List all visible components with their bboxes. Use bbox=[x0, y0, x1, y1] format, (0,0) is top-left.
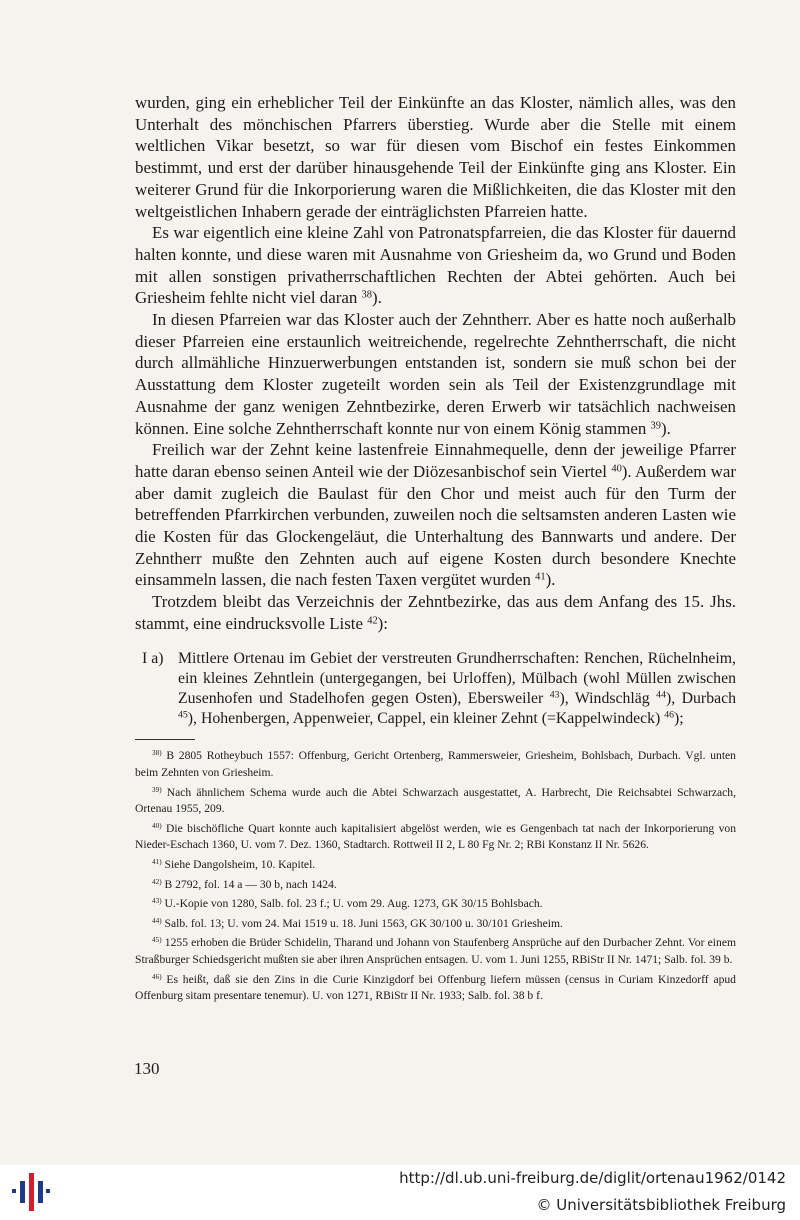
paragraph bbox=[135, 591, 736, 634]
footnote-divider bbox=[135, 739, 195, 740]
footnote-number: 42) bbox=[152, 877, 162, 886]
main-text bbox=[135, 92, 736, 1008]
footnote-text: Es heißt, daß sie den Zins in die Curie Kinzigdorf bei Offenburg liefern müssen (census in Curiam Kinzedorff apud Offenburg sitam presentare tenemur). U. von 1271, RBiStr II Nr. 1933; Salb. fol. 38 b f. bbox=[135, 972, 736, 1003]
footnote bbox=[135, 896, 736, 913]
paragraph-text: ). bbox=[372, 288, 382, 308]
footnote-ref: 41 bbox=[535, 571, 546, 583]
footnote-text: U.-Kopie von 1280, Salb. fol. 23 f.; U. vom 29. Aug. 1273, GK 30/15 Bohlsbach. bbox=[164, 897, 543, 911]
paragraph bbox=[135, 309, 736, 439]
list-text: ); bbox=[674, 710, 684, 728]
footnote-text: Siehe Dangolsheim, 10. Kapitel. bbox=[164, 857, 316, 871]
footnote-ref: 38 bbox=[361, 289, 373, 301]
footnote bbox=[135, 972, 736, 1005]
list-text: ), Hohenbergen, Appenweier, Cappel, ein kleiner Zehnt (=Kappelwindeck) bbox=[187, 710, 661, 728]
ub-freiburg-logo-icon[interactable] bbox=[10, 1171, 52, 1213]
footnote bbox=[135, 785, 736, 818]
paragraph-text: ): bbox=[377, 613, 388, 633]
footnote-number: 41) bbox=[152, 858, 162, 866]
footnote-text: B 2792, fol. 14 a — 30 b, nach 1424. bbox=[164, 877, 337, 891]
footnote-ref: 40 bbox=[611, 463, 622, 475]
footnote bbox=[135, 935, 736, 968]
footnote bbox=[135, 821, 736, 854]
paragraph bbox=[135, 222, 736, 309]
list-item bbox=[135, 649, 736, 730]
footnote-ref: 44 bbox=[656, 689, 666, 701]
source-url-link[interactable]: http://dl.ub.uni-freiburg.de/diglit/ortenau1962/0142 bbox=[399, 1169, 786, 1187]
paragraph-text: Es war eigentlich eine kleine Zahl von Patronatspfarreien, die das Kloster für dauernd halten konnte, und diese waren mit Ausnahme von Griesheim da, wo Grund und Boden mit allen sonstigen privatherrschaftlichen Rechten der Abtei gehörten. Auch bei Griesheim fehlte nicht viel daran bbox=[135, 223, 736, 308]
footnote-ref: 46 bbox=[664, 709, 675, 721]
list-text: ), Windschläg bbox=[559, 689, 650, 707]
list-text: ), Durbach bbox=[665, 689, 737, 707]
footnote-number: 46) bbox=[152, 972, 162, 981]
paragraph-text: wurden, ging ein erheblicher Teil der Einkünfte an das Kloster, nämlich alles, was den Unterhalt des mönchischen Pfarrers überstieg. Wurde aber die Stelle mit einem weltlichen Vikar besetzt, so war für diesen vom Bischof ein festes Einkommen bestimmt, und erst der darüber hinausgehende Teil der Einkünfte ging ans Kloster. Ein weiterer Grund für die Inkorporierung waren die Mißlichkeiten, die das Kloster mit den weltgeistlichen Inhabern gerade der einträglichsten Pfarreien hatte. bbox=[135, 93, 736, 221]
footnote-text: 1255 erhoben die Brüder Schidelin, Tharand und Johann von Staufenberg Ansprüche auf den Durbacher Zehnt. Vor einem Straßburger Schiedsgericht mußten sie aber ihren Ansprüchen entsagen. U. vom 1. Juni 1255, RBiStr II Nr. 1471; Salb. fol. 39 b. bbox=[135, 936, 736, 966]
paragraph-text: ). bbox=[660, 418, 671, 438]
list-text: Mittlere Ortenau im Gebiet der verstreuten Grundherrschaften: Renchen, Rüchelnheim, ein kleines Zehntlein (untergegangen, bei Urloffen), Mülbach (wohl Müllen zwischen Zusenhofen und Stadelhofen gegen Osten), Ebersweiler bbox=[178, 649, 736, 707]
paragraph-text: ). bbox=[545, 570, 556, 590]
footnote-number: 44) bbox=[152, 916, 162, 925]
footnote bbox=[135, 748, 736, 781]
footnote-text: Nach ähnlichem Schema wurde auch die Abtei Schwarzach ausgestattet, A. Harbrecht, Die Reichsabtei Schwarzach, Ortenau 1955, 209. bbox=[135, 785, 736, 816]
footnote bbox=[135, 877, 736, 894]
footnote-text: Die bischöfliche Quart konnte auch kapitalisiert abgelöst werden, wie es Gengenbach tat nach der Inkorporierung von Nieder-Eschach 1360, U. vom 7. Dez. 1360, Stadtarch. Rottweil II 2, L 80 Fg Nr. 2; RBi Konstanz II Nr. 5626. bbox=[135, 821, 736, 852]
copyright-notice: © Universitätsbibliothek Freiburg bbox=[536, 1196, 786, 1214]
footnote-number: 43) bbox=[152, 897, 162, 906]
paragraph bbox=[135, 439, 736, 591]
footnote-number: 38) bbox=[152, 749, 162, 758]
list-marker: I a) bbox=[142, 649, 164, 667]
footnote-text: B 2805 Rotheybuch 1557: Offenburg, Gericht Ortenberg, Rammersweier, Griesheim, Bohlsbach, Durbach. Vgl. unten beim Zehnten von Griesheim. bbox=[135, 749, 736, 779]
paragraph-text: Freilich war der Zehnt keine lastenfreie Einnahmequelle, denn der jeweilige Pfarrer hatte daran ebenso seinen Anteil wie der Diözesanbischof sein Viertel bbox=[135, 440, 736, 481]
footnote-number: 45) bbox=[152, 936, 162, 945]
paragraph bbox=[135, 92, 736, 222]
footnote-ref: 43 bbox=[549, 689, 560, 701]
footnote bbox=[135, 857, 736, 874]
footnote-text: Salb. fol. 13; U. vom 24. Mai 1519 u. 18. Juni 1563, GK 30/100 u. 30/101 Griesheim. bbox=[164, 916, 563, 930]
paragraph-text: Trotzdem bleibt das Verzeichnis der Zehntbezirke, das aus dem Anfang des 15. Jhs. stammt, eine eindrucksvolle Liste bbox=[135, 592, 736, 633]
footnote-ref: 42 bbox=[367, 615, 378, 627]
paragraph-text: ). Außerdem war aber damit zugleich die Baulast für den Chor und meist auch für den Turm der betreffenden Pfarrkirchen verbunden, zuweilen noch die seltsamsten anderen Lasten wie die Kosten für das Glockengeläut, die Unterhaltung des Bannwarts und andere. Der Zehntherr mußte den Zehnten auch auf eigene Kosten durch besondere Knechte einsammeln lassen, die nach festen Taxen vergütet wurden bbox=[135, 461, 736, 590]
footnote-ref: 45 bbox=[178, 709, 188, 721]
footnote bbox=[135, 916, 736, 933]
footnotes bbox=[135, 748, 736, 1004]
paragraph-text: In diesen Pfarreien war das Kloster auch der Zehntherr. Aber es hatte noch außerhalb dieser Pfarreien eine erstaunlich weitreichende, regelrechte Zehntherrschaft, die nicht durch allmähliche Hinzuerwerbungen entstanden ist, sondern sie muß schon bei der Ausstattung dem Kloster zugeteilt worden sein als Teil der Existenzgrundlage mit Ausnahme der ganz wenigen Zehntbezirke, deren Erwerb wir tatsächlich nachweisen können. Eine solche Zehntherrschaft konnte nur von einem König stammen bbox=[135, 310, 736, 438]
footnote-ref: 39 bbox=[650, 419, 661, 431]
page-number: 130 bbox=[134, 1059, 160, 1078]
footnote-number: 40) bbox=[152, 821, 162, 830]
footnote-number: 39) bbox=[152, 785, 162, 794]
